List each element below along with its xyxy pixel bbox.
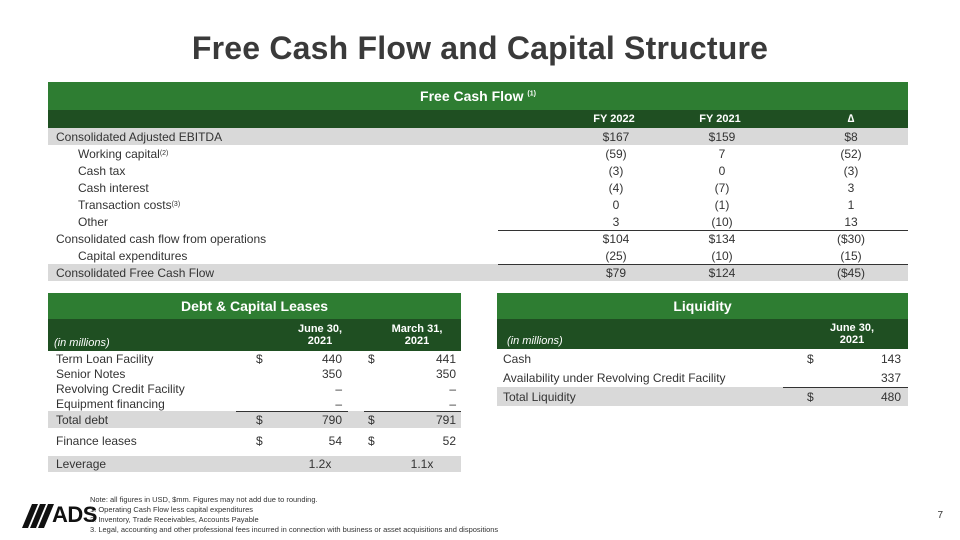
liquidity-row [497,387,908,406]
fcf-row [48,213,908,230]
fcf-row-value: $159 [708,129,736,144]
debt-row-label: Revolving Credit Facility [56,381,185,396]
liquidity-row-dollar [807,368,827,387]
fcf-row-value: 3 [612,214,620,229]
free-cash-flow-table [48,82,908,281]
fcf-row-label-text: Consolidated Free Cash Flow [56,265,215,280]
liquidity-rows [497,349,908,406]
fcf-row-label [56,264,496,281]
debt-row [48,456,461,472]
fcf-row-value: (1) [714,197,730,212]
debt-col-june-text: June 30, 2021 [297,323,343,347]
debt-row-dollar: $ [368,412,375,427]
fcf-row-label-text: Consolidated cash flow from operations [56,231,267,246]
fcf-row-value: ($30) [836,231,865,246]
fcf-row-label [56,230,496,247]
debt-column-header [48,319,461,351]
debt-row-dollar: $ [256,351,263,366]
fcf-row-value: 0 [612,197,620,212]
fcf-row-label-text: Cash tax [78,163,126,178]
fcf-row-label [78,162,518,179]
fcf-row [48,162,908,179]
liquidity-col-june-text: June 30, 2021 [829,322,875,346]
debt-row-value-june: – [335,381,342,396]
liquidity-row-label: Availability under Revolving Credit Facility [503,370,726,385]
debt-row [48,366,461,381]
footnotes [90,495,498,535]
fcf-row-value: 1 [847,197,855,212]
debt-row-dollar [368,396,388,411]
debt-col-june [280,319,360,351]
debt-row-value-march: – [449,396,456,411]
page-number: 7 [937,510,943,521]
debt-row-value-june: 790 [321,412,342,427]
fcf-row-label-text: Transaction costs [78,197,172,212]
liquidity-row-value: 143 [880,351,901,366]
debt-underline [236,411,348,412]
liquidity-row-dollar: $ [807,389,814,404]
debt-col-march-text: March 31, 2021 [391,323,443,347]
debt-row-label: Equipment financing [56,396,165,411]
fcf-row-value: (52) [840,146,862,161]
fcf-row [48,145,908,162]
fcf-title-note: (1) [527,90,536,98]
fcf-underline [794,230,908,231]
fcf-row-value: (25) [605,248,627,263]
fcf-row-value: $134 [708,231,736,246]
fcf-col-fy2021: FY 2021 [699,113,741,125]
fcf-row-value: 0 [718,163,726,178]
debt-rows [48,351,461,472]
fcf-rows [48,128,908,281]
debt-row-dollar: $ [368,351,375,366]
debt-row-value-march: 52 [442,434,456,448]
fcf-row-value: $167 [602,129,630,144]
debt-row-label: Finance leases [56,434,137,448]
liquidity-row-label: Total Liquidity [503,389,576,404]
debt-table-title: Debt & Capital Leases [48,293,461,319]
debt-row-value-march: – [449,381,456,396]
fcf-row-label: Working capital (2) [78,146,169,161]
liquidity-units-label: (in millions) [507,335,563,347]
footnote-2: 2. Inventory, Trade Receivables, Accounts Payable [90,515,259,524]
ads-logo-slashes-icon [22,504,54,528]
fcf-col-fy2022: FY 2022 [593,113,635,125]
fcf-row-value: (4) [608,180,624,195]
liquidity-row-value: 337 [880,370,901,385]
fcf-row [48,128,908,145]
fcf-row-value: ($45) [836,265,865,280]
fcf-row-label [78,213,518,230]
fcf-row-value: (10) [711,214,733,229]
debt-row-dollar [256,366,276,381]
fcf-row-value: (3) [843,163,859,178]
debt-row-value-june: 54 [328,434,342,448]
liquidity-row [497,349,908,368]
fcf-row-label-text: Capital expenditures [78,248,188,263]
fcf-row-label [78,247,518,264]
debt-row-label: Leverage [56,457,107,471]
fcf-row-label-text: Working capital [78,146,160,161]
liquidity-row-dollar: $ [807,351,814,366]
fcf-column-header [48,110,908,128]
fcf-row-value: (59) [605,146,627,161]
debt-col-march [372,319,462,351]
fcf-row-value: (3) [608,163,624,178]
ads-logo [22,502,97,528]
fcf-row-label [78,179,518,196]
liquidity-table-title: Liquidity [497,293,908,319]
debt-row-value-june: 1.2x [308,457,332,471]
fcf-row [48,230,908,247]
debt-row-dollar [256,396,276,411]
debt-row-value-june: 350 [321,366,342,381]
liquidity-row-value: 480 [880,389,901,404]
fcf-table-title [48,82,908,110]
debt-row-label: Total debt [56,412,109,427]
liquidity-column-header [497,319,908,349]
debt-capital-leases-table [48,293,461,472]
page-title: Free Cash Flow and Capital Structure [191,30,769,66]
fcf-row-label-text: Other [78,214,109,229]
debt-row-value-march: 441 [435,351,456,366]
debt-row-dollar [368,366,388,381]
footnote-general: Note: all figures in USD, $mm. Figures may not add due to rounding. [90,495,318,504]
fcf-row-value: $8 [844,129,858,144]
debt-row-value-march: 350 [435,366,456,381]
debt-row [48,411,461,428]
debt-row [48,432,461,450]
debt-row [48,396,461,411]
debt-units-label: (in millions) [54,337,110,349]
debt-row-dollar: $ [256,434,263,448]
debt-row-value-march: 1.1x [410,457,434,471]
liquidity-underline [783,387,908,388]
fcf-row [48,247,908,264]
debt-row-value-june: – [335,396,342,411]
liquidity-col-june [797,319,907,349]
footnote-1: 1. Operating Cash Flow less capital expenditures [90,505,254,514]
fcf-row-value: (10) [711,248,733,263]
debt-row [48,351,461,366]
fcf-row-value: 13 [844,214,858,229]
fcf-title-text: Free Cash Flow [420,88,524,104]
fcf-row-value: $79 [605,265,627,280]
fcf-row-value: (7) [714,180,730,195]
debt-row-dollar: $ [256,412,263,427]
fcf-row-label: Transaction costs (3) [78,197,181,212]
debt-underline [364,411,461,412]
fcf-row-value: (15) [840,248,862,263]
debt-row-dollar: $ [368,434,375,448]
fcf-col-delta: ∆ [847,113,855,125]
debt-row-dollar [368,381,388,396]
liquidity-row [497,368,908,387]
fcf-row-value: 3 [847,180,855,195]
debt-row-label: Term Loan Facility [56,351,154,366]
debt-row [48,381,461,396]
fcf-row-label [56,128,496,145]
ads-logo-text: ADS [52,502,97,527]
fcf-underline [794,264,908,265]
fcf-row [48,196,908,213]
fcf-row-value: $124 [708,265,736,280]
liquidity-row-label: Cash [503,351,532,366]
fcf-row-value: 7 [718,146,726,161]
liquidity-table [497,293,908,406]
debt-row-dollar [256,381,276,396]
footnote-3: 3. Legal, accounting and other professional fees incurred in connection with business or asset acquisitions and dispositions [90,525,499,534]
fcf-row-value: $104 [602,231,630,246]
fcf-row-label-text: Consolidated Adjusted EBITDA [56,129,223,144]
fcf-row [48,179,908,196]
fcf-row-label-text: Cash interest [78,180,149,195]
fcf-row [48,264,908,281]
debt-row-value-june: 440 [321,351,342,366]
debt-row-value-march: 791 [435,412,456,427]
debt-row-label: Senior Notes [56,366,126,381]
